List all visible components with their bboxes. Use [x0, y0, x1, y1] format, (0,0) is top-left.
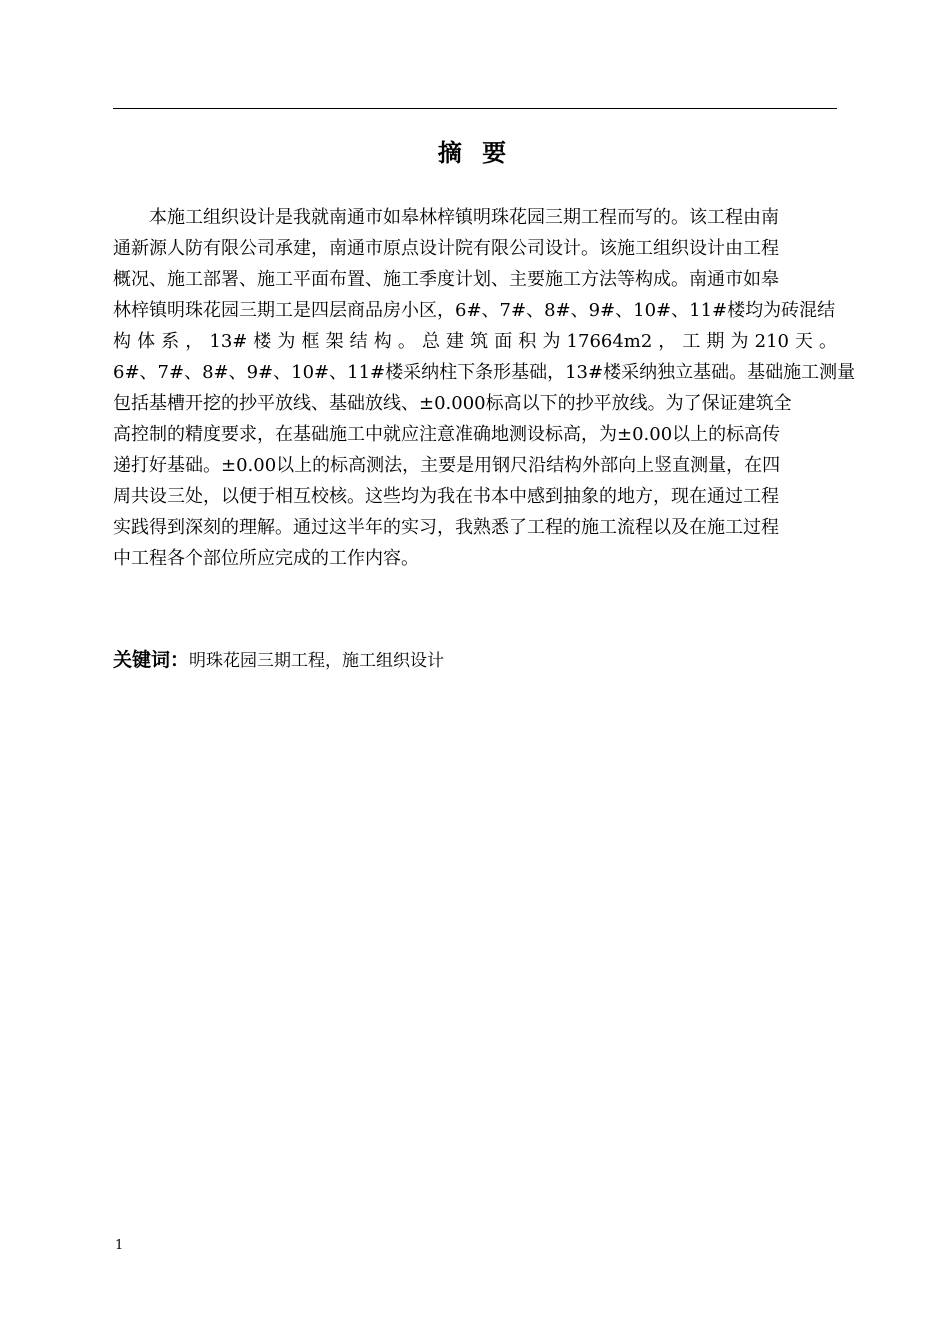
page-number: 1: [115, 1238, 124, 1253]
abstract-line: 实践得到深刻的理解。通过这半年的实习，我熟悉了工程的施工流程以及在施工过程: [113, 517, 779, 538]
abstract-line: 中工程各个部位所应完成的工作内容。: [113, 548, 419, 569]
keywords-label: 关键词：: [113, 649, 190, 671]
header-rule: [113, 108, 837, 109]
abstract-line: 林梓镇明珠花园三期工是四层商品房小区，6#、7#、8#、9#、10#、11#楼均为砖混结: [113, 300, 836, 321]
abstract-line: 本施工组织设计是我就南通市如皋林梓镇明珠花园三期工程而写的。该工程由南: [149, 207, 779, 228]
abstract-line: 概况、施工部署、施工平面布置、施工季度计划、主要施工方法等构成。南通市如皋: [113, 269, 779, 290]
keywords-line: [113, 644, 837, 677]
abstract-line: 包括基槽开挖的抄平放线、基础放线、±0.000标高以下的抄平放线。为了保证建筑全: [113, 393, 792, 414]
abstract-line: 6#、7#、8#、9#、10#、11#楼采纳柱下条形基础，13#楼采纳独立基础。基础施工测量: [113, 362, 856, 383]
keywords-text: 明珠花园三期工程，施工组织设计: [189, 651, 445, 671]
abstract-line: 构 体 系 ， 13# 楼 为 框 架 结 构 。 总 建 筑 面 积 为 17664m2 ， 工 期 为 210 天 。: [113, 331, 837, 352]
abstract-line: 通新源人防有限公司承建，南通市原点设计院有限公司设计。该施工组织设计由工程: [113, 238, 779, 259]
abstract-line: 高控制的精度要求，在基础施工中就应注意准确地测设标高，为±0.00以上的标高传: [113, 424, 781, 445]
abstract-title: 摘 要: [437, 139, 513, 167]
abstract-line: 递打好基础。±0.00以上的标高测法，主要是用钢尺沿结构外部向上竖直测量，在四: [113, 455, 781, 476]
abstract-line: 周共设三处，以便于相互校核。这些均为我在书本中感到抽象的地方，现在通过工程: [113, 486, 779, 507]
abstract-body: [113, 202, 856, 574]
